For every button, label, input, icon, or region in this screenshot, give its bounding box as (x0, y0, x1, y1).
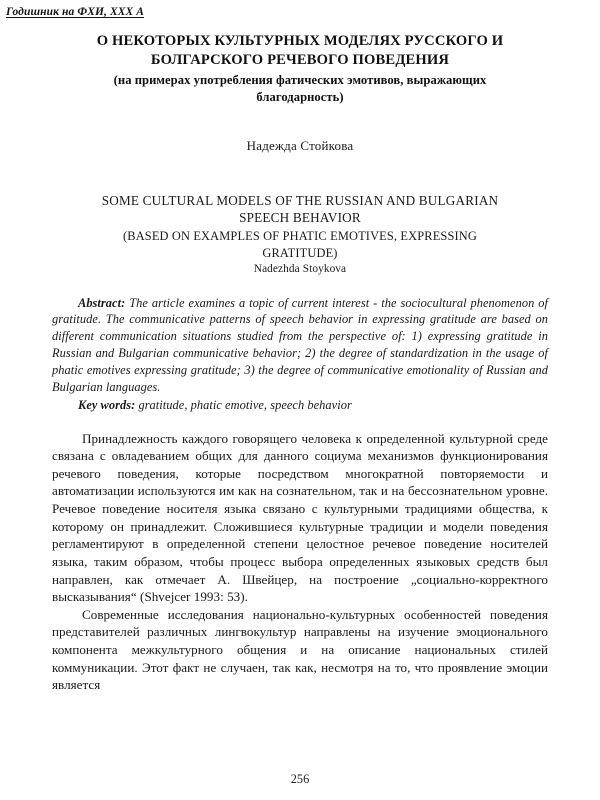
page-number: 256 (290, 772, 310, 786)
body-text (52, 430, 548, 694)
page-subtitle-line-2: благодарность) (256, 89, 344, 104)
english-subtitle (52, 228, 548, 260)
english-title-line-2: SPEECH BEHAVIOR (239, 210, 361, 226)
english-title-block (52, 192, 548, 275)
english-title (52, 192, 548, 226)
page-title-line-1: О НЕКОТОРЫХ КУЛЬТУРНЫХ МОДЕЛЯХ РУССКОГО И (96, 33, 504, 49)
body-paragraph-2: Современные исследования национально-культурных особенностей поведения представителей различных лингвокультур направлены на изучение эмоционального компонента межкультурного общения и на описание национальных стилей коммуникации. Этот факт не случаен, так как, несмотря на то, что проявление эмоции является (52, 606, 548, 693)
body-paragraph-1: Принадлежность каждого говорящего человека к определенной культурной среде связана с овладеванием общих для данного социума механизмов функционирования речевого поведения, которые посредством многократной повторяемости и автоматизации используются им как на сознательном, так и на бессознательном уровне. Речевое поведение носителя языка связано с культурными традициями общества, к которому он принадлежит. Сложившиеся культурные традиции и модели поведения регламентируют в определенной степени целостное речевое поведение носителей языка, таким образом, чтобы процесс выбора определенных языковых средств был направлен, как отмечает А. Швейцер, на построение „социально-корректного высказывания“ (Shvejcer 1993: 53). (52, 430, 548, 605)
keywords-paragraph (52, 397, 548, 414)
abstract-paragraph (52, 295, 548, 396)
english-subtitle-line-1: (BASED ON EXAMPLES OF PHATIC EMOTIVES, EXPRESSING (123, 229, 477, 244)
page-title (52, 32, 548, 69)
page-title-line-2: БОЛГАРСКОГО РЕЧЕВОГО ПОВЕДЕНИЯ (150, 51, 450, 68)
keywords-label: Key words: (78, 397, 136, 412)
english-subtitle-line-2: GRATITUDE) (262, 245, 338, 260)
author-name-english: Nadezhda Stoykova (253, 262, 347, 275)
page-subtitle (52, 72, 548, 105)
author-name-russian: Надежда Стойкова (246, 138, 354, 154)
abstract-label: Abstract: (78, 295, 126, 310)
english-title-line-1: SOME CULTURAL MODELS OF THE RUSSIAN AND BULGARIAN (101, 193, 499, 209)
keywords-text: gratitude, phatic emotive, speech behavior (135, 397, 352, 412)
running-head: Годишник на ФХИ, XXX А (6, 6, 145, 18)
title-block (52, 32, 548, 105)
abstract-text: The article examines a topic of current interest - the sociocultural phenomenon of gratitude. The communicative patterns of speech behavior in expressing gratitude are based on different communication situations studied from the perspective of: 1) expressing gratitude in Russian and Bulgarian communicative behavior; 2) the degree of standardization in the usage of phatic emotives expressing gratitude; 3) the degree of communicative emotionality of Russian and Bulgarian languages. (52, 295, 548, 394)
page-subtitle-line-1: (на примерах употребления фатических эмотивов, выражающих (113, 73, 487, 88)
